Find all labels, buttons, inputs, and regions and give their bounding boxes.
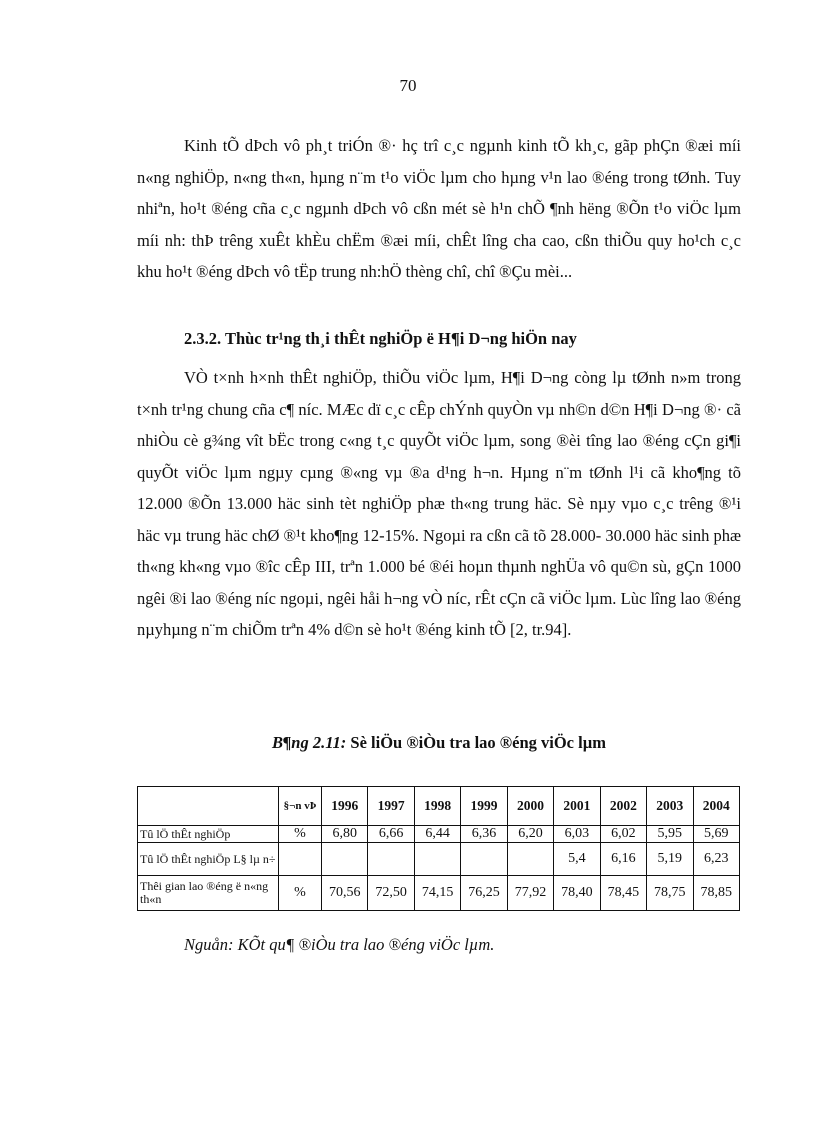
table-cell: 6,36 (461, 826, 507, 843)
table-cell: 76,25 (461, 876, 507, 911)
paragraph-unemployment: VÒ t×nh h×nh thÊt nghiÖp, thiÕu viÖc lµm, H¶i D¬ng còng lµ tØnh n»m trong t×nh tr¹ng chung cña c¶ níc. MÆc dï c¸c cÊp chÝnh quyÒn vµ nh©n d©n H¶i D¬ng ®· cã nhiÒu cè g¾ng vît bËc trong c«ng t¸c quyÕt viÖc lµm, song ®èi tîng lao ®éng cÇn gi¶i quyÕt viÖc lµm ngµy cµng ®«ng vµ ®a d¹ng h¬n. Hµng n¨m tØnh l¹i cã kho¶ng tõ 12.000 ®Õn 13.000 häc sinh tèt nghiÖp phæ th«ng trung häc. Sè nµy vµo c¸c trêng ®¹i häc vµ trung häc chØ ®¹t kho¶ng 12-15%. Ngoµi ra cßn cã tõ 28.000- 30.000 häc sinh phæ th«ng kh«ng vµo ®îc cÊp III, trªn 1.000 bé ®éi hoµn thµnh nghÜa vô qu©n sù, gÇn 1000 ngêi ®i lao ®éng níc ngoµi, ngêi håi h¬ng vÒ níc, rÊt cÇn cã viÖc lµm. Lùc lîng lao ®éng nµyhµng n¨m chiÕm trªn 4% d©n sè ho¹t ®éng kinh tÕ [2, tr.94]. (137, 368, 741, 639)
table-cell: 6,03 (554, 826, 600, 843)
row-label: Thêi gian lao ®éng ë n«ng th«n (138, 876, 279, 911)
table-cell (461, 843, 507, 876)
table-cell: 6,16 (600, 843, 646, 876)
table-cell: 6,20 (507, 826, 553, 843)
header-unit: §¬n vÞ (279, 787, 322, 826)
table-row (138, 826, 740, 843)
table-caption-text: Sè liÖu ®iÒu tra lao ®éng viÖc lµm (350, 733, 606, 752)
row-unit: % (279, 826, 322, 843)
table-cell: 78,45 (600, 876, 646, 911)
page-number: 70 (399, 76, 417, 95)
table-cell: 5,95 (647, 826, 693, 843)
header-year: 2002 (600, 787, 646, 826)
table-cell: 6,44 (414, 826, 460, 843)
table-cell: 5,19 (647, 843, 693, 876)
table-caption-label: B¶ng 2.11: (272, 733, 347, 752)
table-cell (368, 843, 414, 876)
header-year: 1996 (322, 787, 368, 826)
table-cell: 6,80 (322, 826, 368, 843)
table-cell: 72,50 (368, 876, 414, 911)
header-year: 1997 (368, 787, 414, 826)
table-cell: 78,85 (693, 876, 740, 911)
table-cell (322, 843, 368, 876)
table-cell (414, 843, 460, 876)
header-year: 2004 (693, 787, 740, 826)
section-heading: 2.3.2. Thùc tr¹ng th¸i thÊt nghiÖp ë H¶i D¬ng hiÖn nay (184, 329, 577, 348)
table-cell: 6,66 (368, 826, 414, 843)
table-cell: 70,56 (322, 876, 368, 911)
table-cell: 6,02 (600, 826, 646, 843)
table-cell: 74,15 (414, 876, 460, 911)
labour-survey-table (137, 786, 740, 911)
row-label: Tû lÖ thÊt nghiÖp (138, 826, 279, 843)
header-year: 2001 (554, 787, 600, 826)
table-cell (507, 843, 553, 876)
table-cell: 78,40 (554, 876, 600, 911)
table-row (138, 843, 740, 876)
table-header-row (138, 787, 740, 826)
table-cell: 6,23 (693, 843, 740, 876)
table-caption (137, 733, 741, 753)
header-year: 1999 (461, 787, 507, 826)
table-cell: 5,4 (554, 843, 600, 876)
table-cell: 5,69 (693, 826, 740, 843)
table-cell: 77,92 (507, 876, 553, 911)
header-blank-cell (138, 787, 279, 826)
row-unit (279, 843, 322, 876)
row-label: Tû lÖ thÊt nghiÖp L§ lµ n÷ (138, 843, 279, 876)
header-year: 2000 (507, 787, 553, 826)
header-year: 2003 (647, 787, 693, 826)
row-unit: % (279, 876, 322, 911)
table-source-note: Nguån: KÕt qu¶ ®iÒu tra lao ®éng viÖc lµm. (184, 935, 495, 954)
table-row (138, 876, 740, 911)
header-year: 1998 (414, 787, 460, 826)
table-cell: 78,75 (647, 876, 693, 911)
paragraph-services: Kinh tÕ dÞch vô ph¸t triÓn ®· hç trî c¸c ngµnh kinh tÕ kh¸c, gãp phÇn ®æi míi n«ng nghiÖp, n«ng th«n, hµng n¨m t¹o viÖc lµm cho hµng v¹n lao ®éng trong tØnh. Tuy nhiªn, ho¹t ®éng cña c¸c ngµnh dÞch vô cßn mét sè h¹n chÕ ¶nh hëng ®Õn t¹o viÖc lµm míi nh: thÞ trêng xuÊt khÈu chËm ®æi míi, chÊt lîng cha cao, cßn thiÕu quy ho¹ch c¸c khu ho¹t ®éng dÞch vô tËp trung nh:hÖ thèng chî, chî ®Çu mèi... (137, 136, 741, 281)
